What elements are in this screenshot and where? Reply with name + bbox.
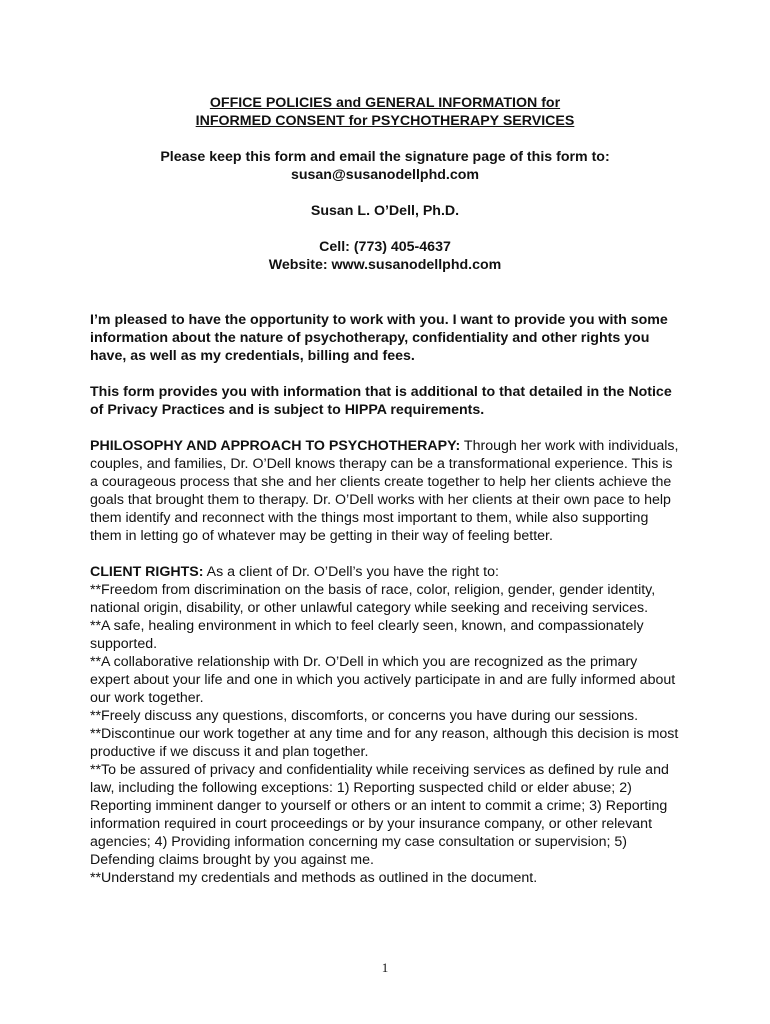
client-right-item: **A safe, healing environment in which to feel clearly seen, known, and compassionately supported. bbox=[90, 618, 644, 652]
website: Website: www.susanodellphd.com bbox=[268, 257, 502, 273]
client-rights-heading: CLIENT RIGHTS: bbox=[90, 564, 204, 580]
therapist-name: Susan L. O’Dell, Ph.D. bbox=[310, 203, 460, 219]
client-right-item: **To be assured of privacy and confidentiality while receiving services as defined by rule and law, including the following exceptions: 1) Reporting suspected child or elder abuse; 2) Reporting imminent danger to yourself or others or an intent to commit a crime; 3) Reporting information required in court proceedings or by your insurance company, or other relevant agencies; 4) Providing information concerning my case consultation or supervision; 5) Defending claims brought by you against me. bbox=[90, 762, 669, 868]
page-number: 1 bbox=[381, 960, 389, 975]
title-line-1: OFFICE POLICIES and GENERAL INFORMATION for bbox=[209, 95, 561, 111]
client-right-item: **Discontinue our work together at any time and for any reason, although this decision is most productive if we discuss it and plan together. bbox=[90, 726, 679, 760]
cell-phone: Cell: (773) 405-4637 bbox=[319, 239, 451, 255]
instruction-text: Please keep this form and email the signature page of this form to: bbox=[160, 149, 610, 165]
philosophy-body: Through her work with individuals, couples, and families, Dr. O’Dell knows therapy can be a transformational experience. This is a courageous process that she and her clients create together to help her clients achieve the goals that brought them to therapy. Dr. O’Dell works with her clients at their own pace to help them identify and reconnect with the things most important to them, while also supporting them in letting go of whatever may be getting in their way of feeling better. bbox=[90, 438, 679, 544]
intro-paragraph-2: This form provides you with information that is additional to that detailed in the Notice of Privacy Practices and is subject to HIPPA requirements. bbox=[90, 384, 672, 418]
client-right-item: **Understand my credentials and methods as outlined in the document. bbox=[90, 870, 538, 886]
philosophy-section bbox=[90, 437, 680, 545]
client-right-item: **Freedom from discrimination on the basis of race, color, religion, gender, gender identity, national origin, disability, or other unlawful category while seeking and receiving services. bbox=[90, 582, 656, 616]
intro-paragraph-1: I’m pleased to have the opportunity to work with you. I want to provide you with some information about the nature of psychotherapy, confidentiality and other rights you have, as well as my credentials, billing and fees. bbox=[90, 312, 668, 364]
client-right-item: **Freely discuss any questions, discomforts, or concerns you have during our sessions. bbox=[90, 708, 639, 724]
client-right-item: **A collaborative relationship with Dr. O’Dell in which you are recognized as the primary expert about your life and one in which you actively participate in and are fully informed about our work together. bbox=[90, 654, 676, 706]
title-line-2: INFORMED CONSENT for PSYCHOTHERAPY SERVICES bbox=[195, 113, 575, 129]
document-header bbox=[90, 94, 680, 274]
instruction-email: susan@susanodellphd.com bbox=[290, 167, 480, 183]
philosophy-heading: PHILOSOPHY AND APPROACH TO PSYCHOTHERAPY: bbox=[90, 438, 461, 454]
client-rights-intro-text: As a client of Dr. O’Dell’s you have the right to: bbox=[203, 564, 499, 580]
client-rights-intro bbox=[90, 563, 680, 581]
client-rights-section bbox=[90, 563, 680, 887]
